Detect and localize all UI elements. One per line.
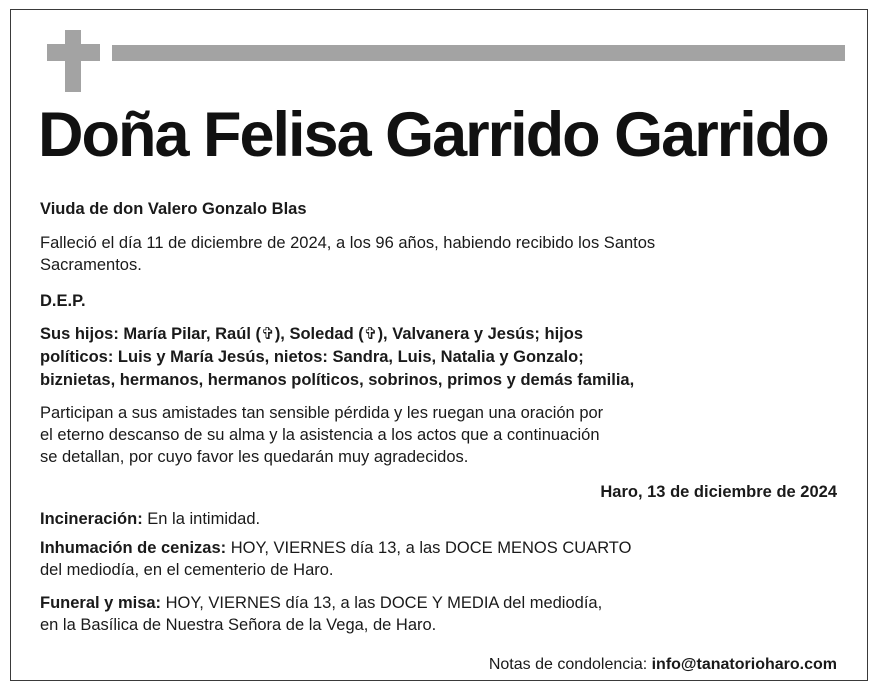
condolences-line xyxy=(489,656,837,674)
participation-line-2: el eterno descanso de su alma y la asistencia a los actos que a continuación xyxy=(40,426,600,444)
burial-text: HOY, VIERNES día 13, a las DOCE MENOS CUARTO xyxy=(226,539,632,557)
place-date: Haro, 13 de diciembre de 2024 xyxy=(600,483,837,501)
death-line-2: Sacramentos. xyxy=(40,256,142,274)
condolences-label: Notas de condolencia: xyxy=(488,656,652,673)
funeral-line-2: en la Basílica de Nuestra Señora de la Vega, de Haro. xyxy=(40,616,437,634)
cross-icon xyxy=(65,30,81,92)
cremation-line xyxy=(40,508,260,530)
participation-line-1: Participan a sus amistades tan sensible pérdida y les ruegan una oración por xyxy=(40,404,604,422)
family-line-3: biznietas, hermanos, hermanos políticos, sobrinos, primos y demás familia, xyxy=(40,371,635,389)
small-cross-icon: ✞ xyxy=(260,325,275,343)
condolences-email[interactable]: info@tanatorioharo.com xyxy=(651,656,837,673)
cremation-label: Incineración: xyxy=(40,510,143,528)
cross-icon-bar xyxy=(47,44,100,61)
deceased-name: Doña Felisa Garrido Garrido xyxy=(38,100,828,170)
funeral-line-1 xyxy=(40,592,602,614)
cremation-text: En la intimidad. xyxy=(142,510,261,528)
funeral-label: Funeral y misa: xyxy=(40,594,162,612)
small-cross-icon: ✞ xyxy=(363,325,378,343)
family-line-1-part-b: ), Soledad ( xyxy=(274,325,364,343)
family-line-1-part-a: Sus hijos: María Pilar, Raúl ( xyxy=(40,325,261,343)
dep-line: D.E.P. xyxy=(40,292,86,310)
header-rule xyxy=(112,45,845,61)
participation-line-3: se detallan, por cuyo favor les quedarán muy agradecidos. xyxy=(40,448,469,466)
family-line-1 xyxy=(40,323,583,345)
burial-line-1 xyxy=(40,537,631,559)
family-line-1-part-c: ), Valvanera y Jesús; hijos xyxy=(377,325,583,343)
death-line-1: Falleció el día 11 de diciembre de 2024, a los 96 años, habiendo recibido los Santos xyxy=(40,234,656,252)
widow-line: Viuda de don Valero Gonzalo Blas xyxy=(40,200,307,218)
funeral-text: HOY, VIERNES día 13, a las DOCE Y MEDIA del mediodía, xyxy=(161,594,603,612)
family-line-2: políticos: Luis y María Jesús, nietos: Sandra, Luis, Natalia y Gonzalo; xyxy=(40,348,584,366)
burial-label: Inhumación de cenizas: xyxy=(40,539,227,557)
burial-line-2: del mediodía, en el cementerio de Haro. xyxy=(40,561,334,579)
